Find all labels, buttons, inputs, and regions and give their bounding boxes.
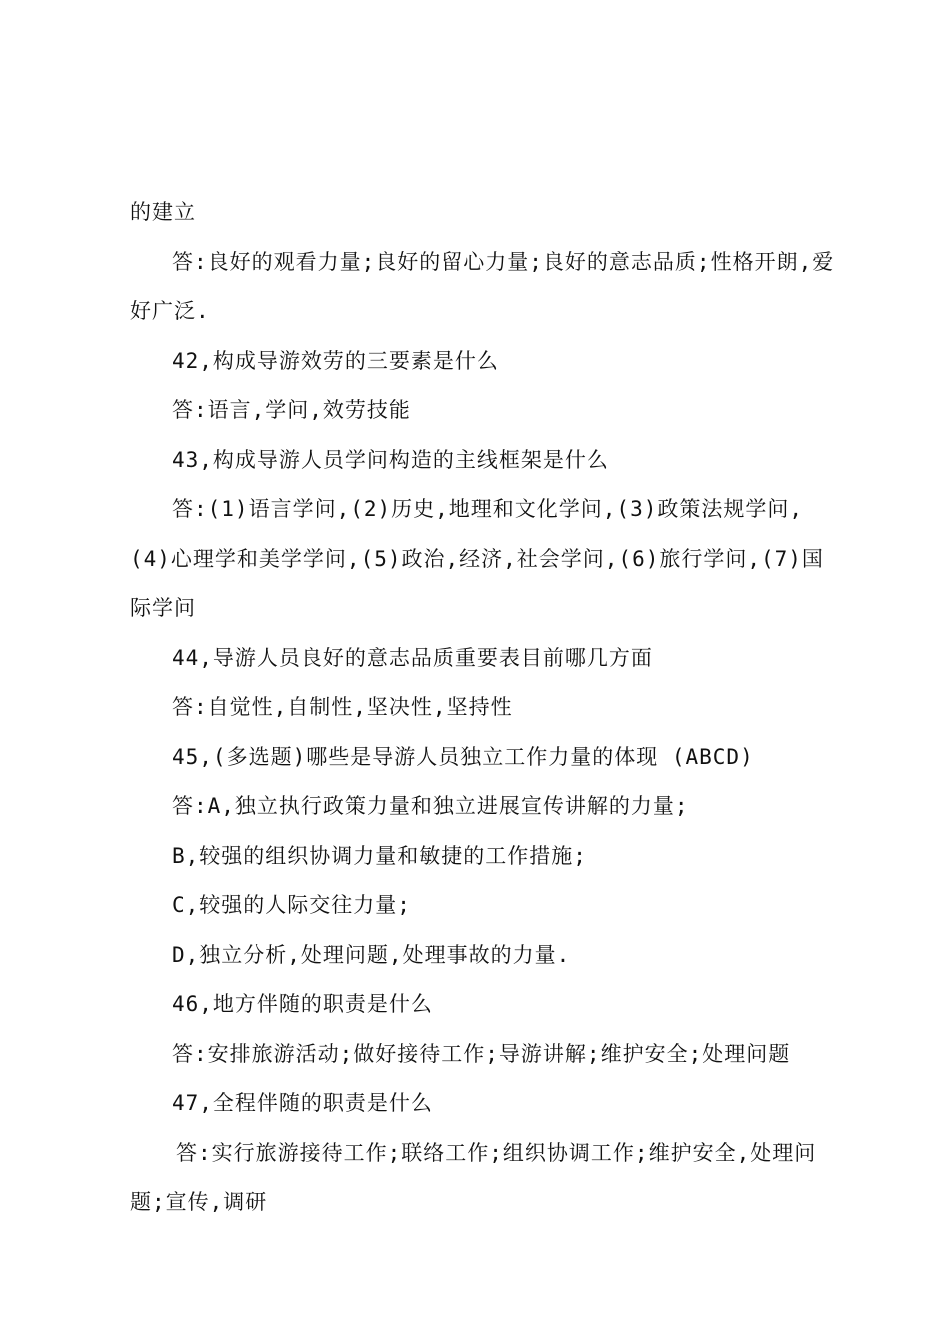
answer-47: 答:实行旅游接待工作;联络工作;组织协调工作;维护安全,处理问题;宣传,调研: [130, 1140, 817, 1214]
question-43: 43,构成导游人员学问构造的主线框架是什么: [172, 447, 609, 472]
answer-46: 答:安排旅游活动;做好接待工作;导游讲解;维护安全;处理问题: [172, 1041, 791, 1066]
document-body: [130, 188, 835, 1228]
answer-44: 答:自觉性,自制性,坚决性,坚持性: [172, 695, 513, 719]
question-47: 47,全程伴随的职责是什么: [172, 1091, 433, 1115]
answer-45-a: 答:A,独立执行政策力量和独立进展宣传讲解的力量;: [172, 794, 689, 818]
question-44: 44,导游人员良好的意志品质重要表目前哪几方面: [172, 645, 653, 670]
answer-paragraph: 答:良好的观看力量;良好的留心力量;良好的意志品质;性格开朗,爱好广泛.: [130, 249, 835, 323]
answer-43: 答:(1)语言学问,(2)历史,地理和文化学问,(3)政策法规学问,(4)心理学和美学学问,(5)政治,经济,社会学问,(6)旅行学问,(7)国际学问: [130, 497, 824, 620]
answer-45-d: D,独立分析,处理问题,处理事故的力量.: [172, 942, 571, 967]
answer-45-b: B,较强的组织协调力量和敏捷的工作措施;: [172, 843, 587, 868]
answer-45-c: C,较强的人际交往力量;: [172, 893, 411, 917]
answer-42: 答:语言,学问,效劳技能: [172, 398, 411, 422]
question-46: 46,地方伴随的职责是什么: [172, 992, 433, 1016]
question-45: 45,(多选题)哪些是导游人员独立工作力量的体现 (ABCD): [172, 744, 754, 769]
question-42: 42,构成导游效劳的三要素是什么: [172, 348, 499, 373]
paragraph-continuation: 的建立: [130, 200, 196, 224]
